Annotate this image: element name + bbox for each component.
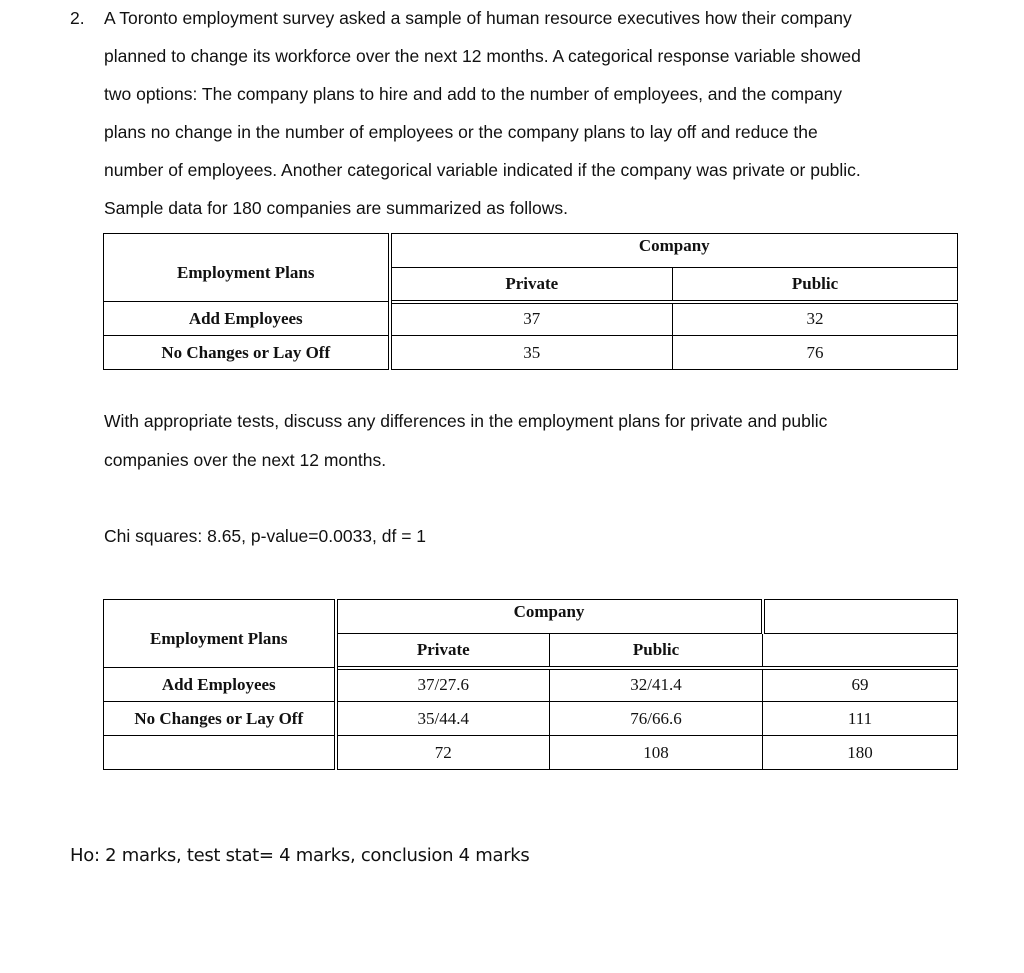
table1-group-header: Company xyxy=(390,234,958,268)
table2-col-public: Public xyxy=(550,634,763,668)
table1-cell-private: 35 xyxy=(390,336,673,370)
table-row xyxy=(104,702,958,736)
table2-total-private: 72 xyxy=(336,736,550,770)
table1-cell-private: 37 xyxy=(390,302,673,336)
table2-row-label: Add Employees xyxy=(104,668,336,702)
table1-row-label: Add Employees xyxy=(104,302,390,336)
table-row xyxy=(104,336,958,370)
table1-cell-public: 32 xyxy=(673,302,958,336)
table2-cell-total: 69 xyxy=(763,668,958,702)
table2-cell-private: 37/27.6 xyxy=(336,668,550,702)
marking-scheme: Ho: 2 marks, test stat= 4 marks, conclusion 4 marks xyxy=(70,845,530,866)
table-row xyxy=(104,736,958,770)
table2-cell-total: 111 xyxy=(763,702,958,736)
question-number: 2. xyxy=(70,8,85,28)
question-line-2: planned to change its workforce over the next 12 months. A categorical response variable showed xyxy=(104,46,861,66)
question-line-6: Sample data for 180 companies are summarized as follows. xyxy=(104,198,568,218)
table2-cell-public: 32/41.4 xyxy=(550,668,763,702)
table2-row-label: No Changes or Lay Off xyxy=(104,702,336,736)
expected-table xyxy=(103,599,958,770)
table2-col-private: Private xyxy=(336,634,550,668)
prompt-line-1: With appropriate tests, discuss any differences in the employment plans for private and public xyxy=(104,411,828,431)
observed-table xyxy=(103,233,958,370)
question-line-1: A Toronto employment survey asked a sample of human resource executives how their company xyxy=(104,8,852,28)
table2-group-header: Company xyxy=(336,600,763,634)
table2-empty-header xyxy=(763,600,958,634)
table1-cell-public: 76 xyxy=(673,336,958,370)
table2-total-public: 108 xyxy=(550,736,763,770)
table-row xyxy=(104,302,958,336)
table1-row-header: Employment Plans xyxy=(177,262,315,282)
chi-square-result: Chi squares: 8.65, p-value=0.0033, df = 1 xyxy=(104,526,427,546)
table-row xyxy=(104,668,958,702)
table2-col-total xyxy=(763,634,958,668)
table2-totals-label xyxy=(104,736,336,770)
table1-row-header-cell xyxy=(104,234,390,302)
table2-row-header-cell xyxy=(104,600,336,668)
table1-col-private: Private xyxy=(390,268,673,302)
table2-cell-private: 35/44.4 xyxy=(336,702,550,736)
table2-grand-total: 180 xyxy=(763,736,958,770)
prompt-line-2: companies over the next 12 months. xyxy=(104,450,387,470)
table2-row-header: Employment Plans xyxy=(150,628,288,648)
table1-col-public: Public xyxy=(673,268,958,302)
table1-row-label: No Changes or Lay Off xyxy=(104,336,390,370)
question-line-5: number of employees. Another categorical variable indicated if the company was private or public. xyxy=(104,160,861,180)
question-line-4: plans no change in the number of employees or the company plans to lay off and reduce the xyxy=(104,122,818,142)
table2-cell-public: 76/66.6 xyxy=(550,702,763,736)
question-line-3: two options: The company plans to hire and add to the number of employees, and the company xyxy=(104,84,843,104)
